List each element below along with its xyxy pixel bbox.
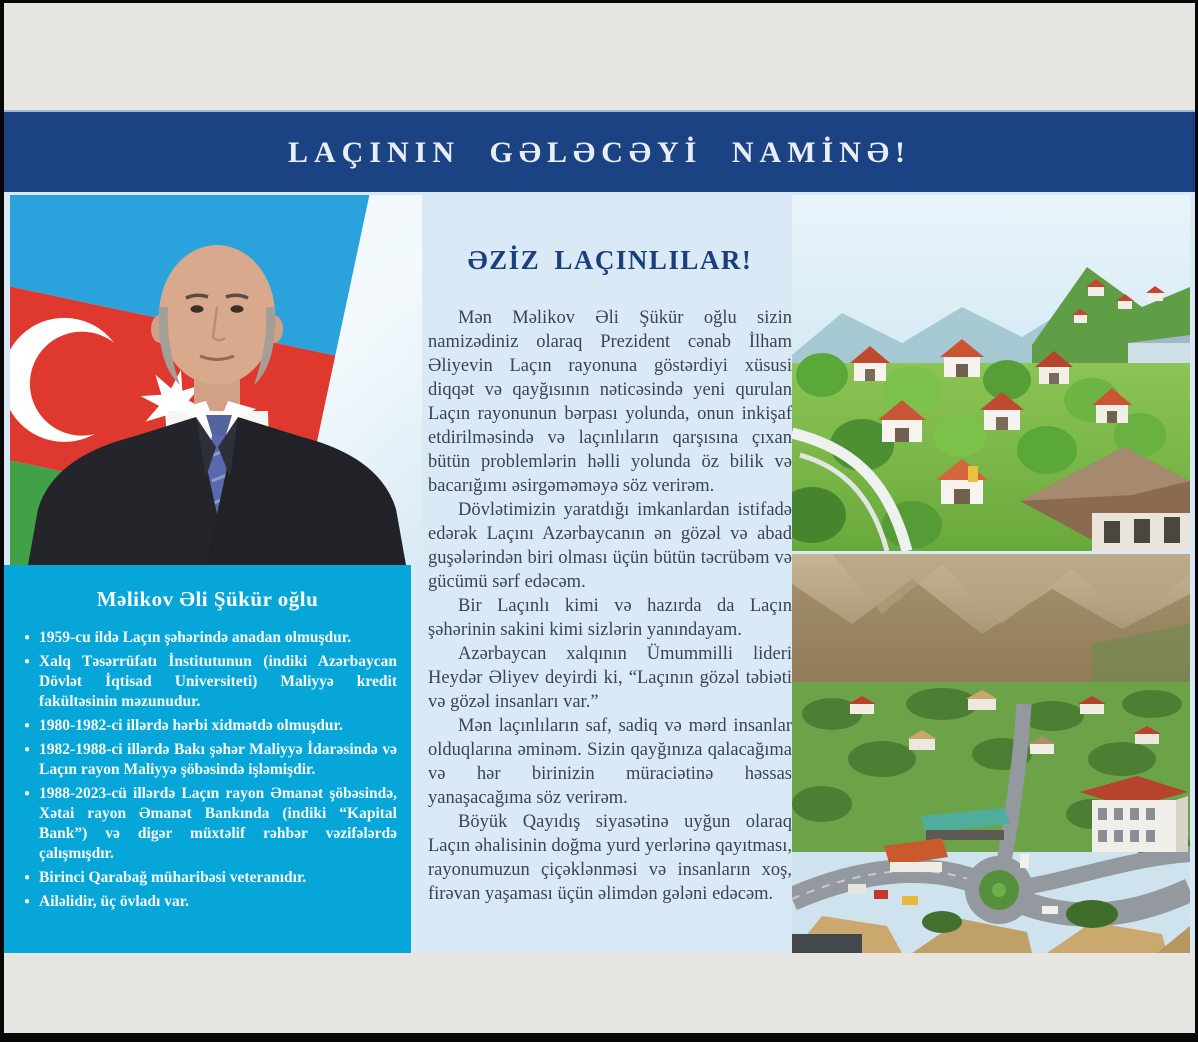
letter-paragraph: Böyük Qayıdış siyasətinə uyğun olaraq Laçın əhalisinin doğma yurd yerlərinə qayıtması, rayonumuzun çiçəklənməsi və insanların xoş, firəvan yaşaması üçün əlimdən gələni edəcəm. [428, 812, 792, 904]
biography-item-text: Birinci Qarabağ müharibəsi veteranıdır. [39, 869, 307, 886]
biography-item-text: Ailəlidir, üç övladı var. [39, 893, 190, 910]
bullet-dot-icon: ● [24, 632, 31, 643]
bullet-dot-icon: ● [24, 872, 31, 883]
biography-item-text: Xalq Təsərrüfatı İnstitutunun (indiki Azərbaycan Dövlət İqtisad Universiteti) Maliyyə kredit fakültəsinin məzunudur. [39, 653, 397, 710]
biography-title: Məlikov Əli Şükür oğlu [96, 587, 319, 611]
portrait-illustration [10, 195, 422, 565]
list-item [24, 652, 397, 712]
bullet-dot-icon: ● [24, 720, 31, 731]
list-item [24, 740, 397, 780]
bullet-dot-icon: ● [24, 656, 31, 667]
list-item [24, 628, 397, 648]
biography-item-text: 1982-1988-ci illərdə Bakı şəhər Maliyyə İdarəsində və Laçın rayon Maliyyə şöbəsində işləmişdir. [39, 741, 397, 778]
letter-heading: ƏZİZ LAÇINLILAR! [467, 245, 753, 275]
village-photo-illustration [792, 195, 1190, 551]
banner-title: LAÇININ GƏLƏCƏYİ NAMİNƏ! [288, 136, 911, 169]
letter-column [428, 245, 792, 906]
letter-paragraph: Mən Məlikov Əli Şükür oğlu sizin namizədiniz olaraq Prezident cənab İlham Əliyevin Laçın rayonuna göstərdiyi xüsusi diqqət və qayğısının nəticəsində yeni qurulan Laçın rayonunun bərpası yolunda, onun inkişaf etdirilməsində və laçınlıların qarşısına çıxan bütün problemlərin həlli yolunda öz bilik və bacarığımı əsirgəməməyə söz verirəm. [428, 308, 792, 496]
bullet-dot-icon: ● [24, 788, 31, 799]
town-photo-illustration [792, 554, 1190, 953]
bullet-dot-icon: ● [24, 896, 31, 907]
village-landscape-photo [792, 195, 1190, 551]
letter-paragraph: Bir Laçınlı kimi və hazırda da Laçın şəhərinin sakini kimi sizlərin yanındayam. [428, 596, 792, 640]
candidate-portrait-photo [10, 195, 422, 565]
list-item [24, 784, 397, 864]
banner [4, 110, 1195, 194]
list-item [24, 892, 397, 912]
leaflet-page [4, 3, 1195, 1033]
biography-list [24, 628, 397, 912]
list-item [24, 868, 397, 888]
letter-paragraph: Mən laçınlıların saf, sadiq və mərd insanlar olduqlarına əminəm. Sizin qayğınıza qalacağıma və hər birinizin müraciətinə həssas yanaşacağıma söz verirəm. [428, 716, 792, 808]
town-aerial-photo [792, 554, 1190, 953]
bullet-dot-icon: ● [24, 744, 31, 755]
letter-paragraph: Azərbaycan xalqının Ümummilli lideri Heydər Əliyev deyirdi ki, “Laçının gözəl təbiəti və gözəl insanları var.” [428, 644, 792, 712]
list-item [24, 716, 397, 736]
biography-panel [4, 565, 411, 953]
biography-item-text: 1980-1982-ci illərdə hərbi xidmətdə olmuşdur. [39, 717, 343, 734]
biography-item-text: 1988-2023-cü illərdə Laçın rayon Əmanət şöbəsində, Xətai rayon Əmanət Bankında (indiki “Kapital Bank”) və digər müxtəlif rəhbər vəzifələrdə çalışmışdır. [39, 785, 397, 862]
biography-item-text: 1959-cu ildə Laçın şəhərində anadan olmuşdur. [39, 629, 352, 646]
letter-paragraph: Dövlətimizin yaratdığı imkanlardan istifadə edərək Laçını Azərbaycanın ən gözəl və abad guşələrindən biri olması üçün bütün təcrübəm və gücümü sərf edəcəm. [428, 500, 792, 592]
